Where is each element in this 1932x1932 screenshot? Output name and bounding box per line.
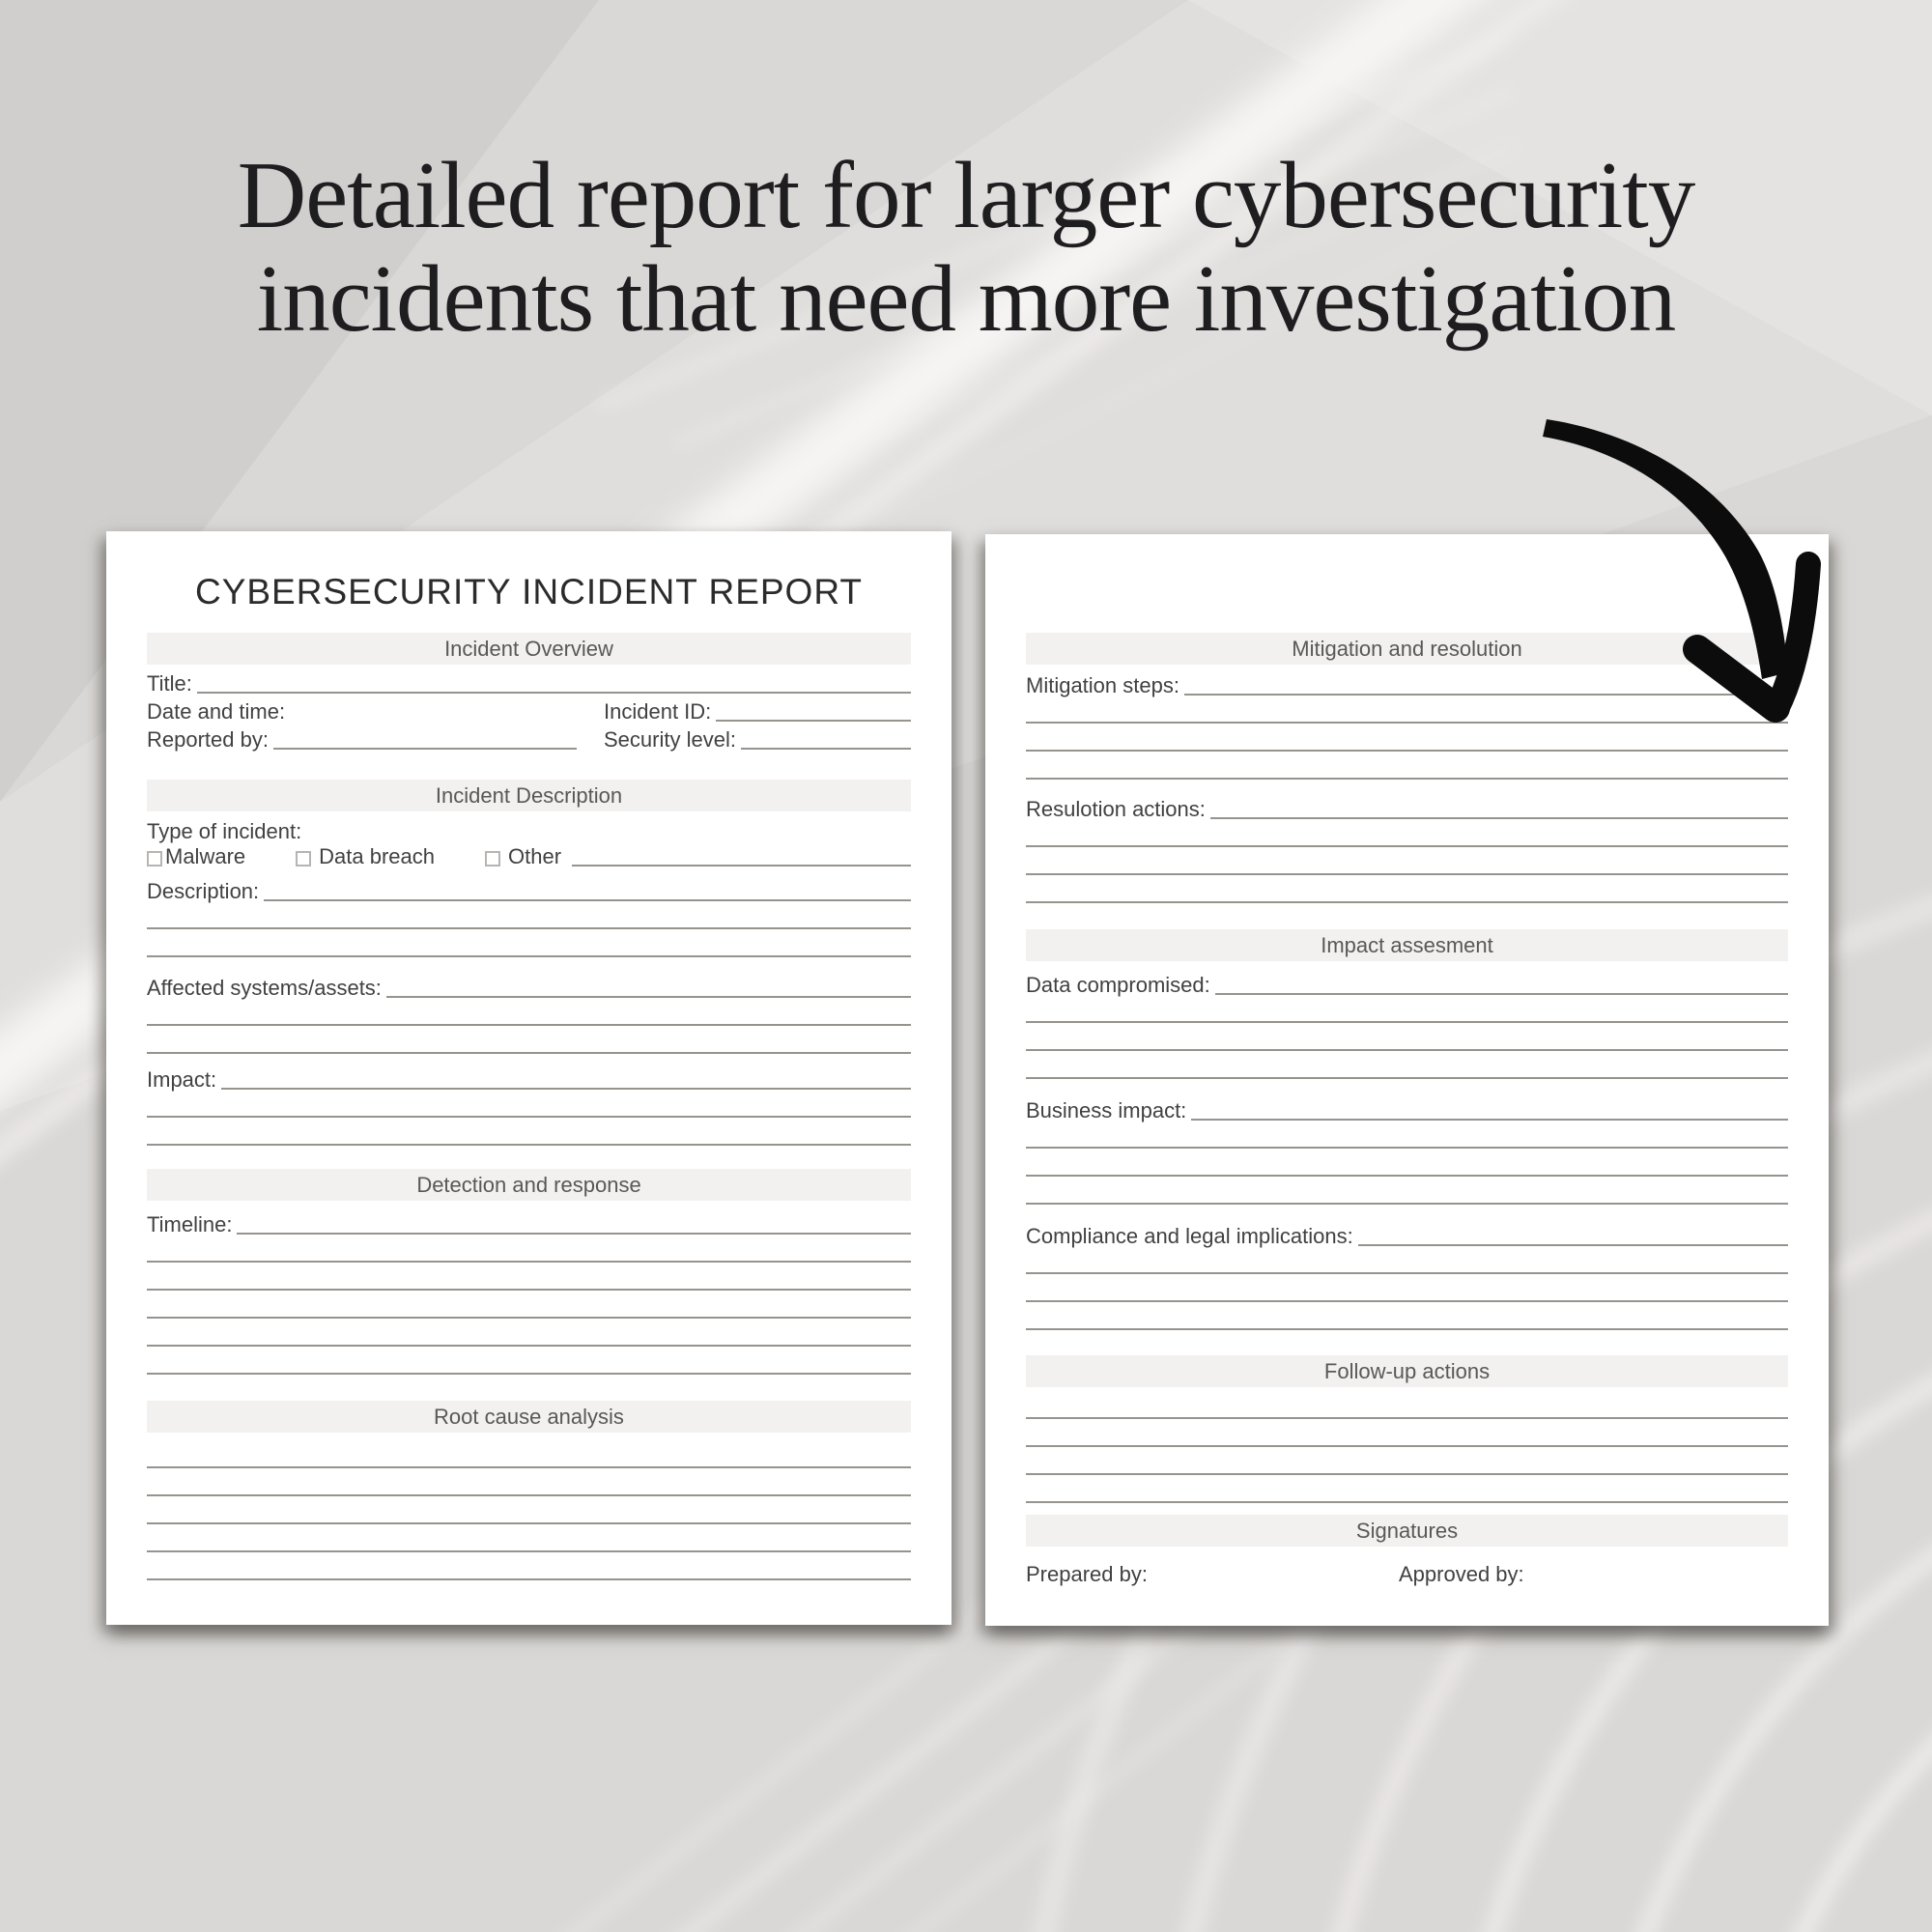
section-header-follow-up: Follow-up actions (1026, 1355, 1788, 1387)
date-time-field-label: Date and time: (147, 699, 286, 724)
write-line[interactable] (1026, 1300, 1788, 1302)
write-line[interactable] (147, 955, 911, 957)
section-header-impact-assessment: Impact assesment (1026, 929, 1788, 961)
impact-field-label: Impact: (147, 1067, 217, 1092)
description-field-label: Description: (147, 879, 260, 903)
data-compromised-field-line[interactable] (1215, 993, 1788, 995)
description-field-line[interactable] (264, 899, 911, 901)
write-line[interactable] (1026, 1077, 1788, 1079)
incident-id-field-label: Incident ID: (604, 699, 712, 724)
affected-systems-field-label: Affected systems/assets: (147, 976, 382, 1000)
report-page-1 (106, 531, 952, 1625)
write-line[interactable] (1026, 1328, 1788, 1330)
section-header-incident-overview: Incident Overview (147, 633, 911, 665)
resolution-actions-field-line[interactable] (1210, 817, 1788, 819)
affected-systems-field-line[interactable] (386, 996, 911, 998)
report-title: CYBERSECURITY INCIDENT REPORT (194, 572, 863, 611)
write-line[interactable] (1026, 722, 1788, 724)
write-line[interactable] (147, 1550, 911, 1552)
data-compromised-field-label: Data compromised: (1026, 973, 1210, 997)
write-line[interactable] (147, 1261, 911, 1263)
prepared-by-label: Prepared by: (1026, 1562, 1148, 1586)
section-header-mitigation-resolution: Mitigation and resolution (1026, 633, 1788, 665)
security-level-field-label: Security level: (604, 727, 736, 752)
type-of-incident-label: Type of incident: (147, 819, 302, 843)
write-line[interactable] (1026, 750, 1788, 752)
reported-by-field-label: Reported by: (147, 727, 269, 752)
write-line[interactable] (147, 1144, 911, 1146)
timeline-field-line[interactable] (237, 1233, 911, 1235)
write-line[interactable] (1026, 1021, 1788, 1023)
write-line[interactable] (147, 1052, 911, 1054)
other-field-line[interactable] (572, 865, 911, 867)
promo-heading (0, 145, 1932, 352)
section-header-signatures: Signatures (1026, 1515, 1788, 1547)
other-checkbox-label: Other (508, 844, 562, 868)
data-breach-checkbox-icon[interactable] (296, 851, 311, 867)
write-line[interactable] (147, 1345, 911, 1347)
write-line[interactable] (147, 1289, 911, 1291)
mitigation-steps-field-line[interactable] (1184, 694, 1788, 696)
malware-checkbox-label: Malware (165, 844, 246, 868)
write-line[interactable] (147, 1522, 911, 1524)
mitigation-steps-field-label: Mitigation steps: (1026, 673, 1179, 697)
write-line[interactable] (1026, 1175, 1788, 1177)
promo-heading-line2: incidents that need more investigation (256, 245, 1676, 352)
malware-checkbox-icon[interactable] (147, 851, 162, 867)
write-line[interactable] (147, 1494, 911, 1496)
write-line[interactable] (1026, 1147, 1788, 1149)
other-checkbox-icon[interactable] (485, 851, 500, 867)
write-line[interactable] (1026, 1501, 1788, 1503)
business-impact-field-line[interactable] (1191, 1119, 1788, 1121)
reported-by-field-line[interactable] (273, 748, 577, 750)
section-header-incident-description: Incident Description (147, 780, 911, 811)
write-line[interactable] (147, 1373, 911, 1375)
write-line[interactable] (1026, 1272, 1788, 1274)
resolution-actions-field-label: Resulotion actions: (1026, 797, 1206, 821)
checkbox-option-other[interactable] (485, 846, 561, 869)
impact-field-line[interactable] (221, 1088, 911, 1090)
write-line[interactable] (1026, 1203, 1788, 1205)
compliance-field-label: Compliance and legal implications: (1026, 1224, 1353, 1248)
title-field-line[interactable] (197, 692, 911, 694)
write-line[interactable] (1026, 1473, 1788, 1475)
checkbox-option-data-breach[interactable] (296, 846, 435, 869)
write-line[interactable] (147, 1116, 911, 1118)
write-line[interactable] (1026, 1049, 1788, 1051)
write-line[interactable] (147, 1317, 911, 1319)
timeline-field-label: Timeline: (147, 1212, 233, 1236)
promo-heading-line1: Detailed report for larger cybersecurity (237, 143, 1695, 248)
write-line[interactable] (1026, 873, 1788, 875)
write-line[interactable] (1026, 1445, 1788, 1447)
write-line[interactable] (1026, 901, 1788, 903)
section-header-root-cause: Root cause analysis (147, 1401, 911, 1433)
write-line[interactable] (1026, 845, 1788, 847)
checkbox-option-malware[interactable] (147, 846, 245, 869)
incident-id-field-line[interactable] (716, 720, 911, 722)
write-line[interactable] (147, 1466, 911, 1468)
write-line[interactable] (147, 927, 911, 929)
write-line[interactable] (1026, 778, 1788, 780)
report-page-2 (985, 534, 1829, 1626)
compliance-field-line[interactable] (1358, 1244, 1788, 1246)
business-impact-field-label: Business impact: (1026, 1098, 1187, 1122)
approved-by-label: Approved by: (1399, 1562, 1524, 1586)
data-breach-checkbox-label: Data breach (319, 844, 435, 868)
title-field-label: Title: (147, 671, 192, 696)
write-line[interactable] (147, 1578, 911, 1580)
write-line[interactable] (147, 1024, 911, 1026)
section-header-detection-response: Detection and response (147, 1169, 911, 1201)
security-level-field-line[interactable] (741, 748, 911, 750)
write-line[interactable] (1026, 1417, 1788, 1419)
